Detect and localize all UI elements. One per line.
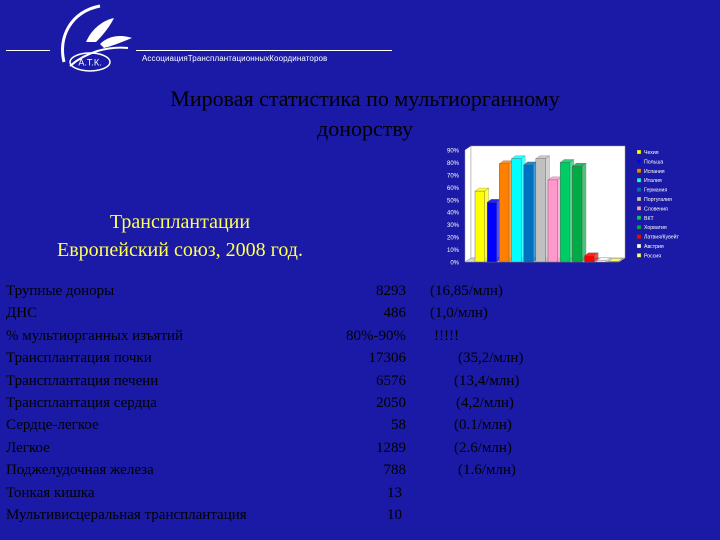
- legend-label: Латвия/Кувейт: [644, 234, 679, 241]
- stat-label: Тонкая кишка: [6, 484, 95, 501]
- stat-rate: (35,2/млн): [458, 350, 524, 367]
- stats-row: [6, 437, 566, 459]
- bar: [560, 162, 570, 262]
- legend-label: Германия: [644, 187, 668, 194]
- y-tick-label: 40%: [446, 210, 459, 217]
- logo-text: А.Т.К.: [78, 57, 102, 68]
- y-tick-label: 30%: [446, 223, 459, 230]
- stat-label: Мультивисцеральная трансплантация: [6, 506, 247, 523]
- stat-label: Трансплантация сердца: [6, 394, 157, 411]
- stat-label: % мультиорганных изъятий: [6, 327, 184, 344]
- logo: [56, 2, 146, 74]
- bar-side: [582, 163, 586, 262]
- stats-row: [6, 504, 566, 526]
- legend-swatch: [637, 178, 641, 182]
- stats-row: [6, 347, 566, 369]
- legend-label: Чехия: [644, 150, 659, 156]
- stat-value: 80%-90%: [346, 327, 406, 344]
- header-line-left: [6, 50, 50, 51]
- legend-label: Словения: [644, 206, 668, 213]
- stat-rate: !!!!!: [434, 327, 459, 344]
- stat-rate: (0.1/млн): [454, 417, 512, 434]
- bar: [585, 256, 595, 262]
- legend-swatch: [637, 206, 641, 210]
- stat-value: 6576: [376, 372, 406, 389]
- y-tick-label: 10%: [446, 248, 459, 255]
- y-tick-label: 50%: [446, 198, 459, 205]
- association-name: АссоциацияТрансплантационныхКоординаторов: [142, 54, 328, 63]
- stats-row: [6, 280, 566, 302]
- bar: [487, 202, 497, 262]
- bar: [524, 165, 534, 262]
- subtitle: [30, 208, 330, 264]
- legend-swatch: [637, 253, 641, 257]
- legend-swatch: [637, 150, 641, 154]
- stat-label: Сердце-легкое: [6, 417, 99, 434]
- legend-swatch: [637, 225, 641, 229]
- legend-swatch: [637, 169, 641, 173]
- stat-rate: (1.6/млн): [458, 462, 516, 479]
- stat-label: Трансплантация печени: [6, 372, 159, 389]
- bar-chart: [415, 140, 720, 270]
- legend-swatch: [637, 159, 641, 163]
- stats-row: [6, 325, 566, 347]
- stat-rate: (2.6/млн): [454, 439, 512, 456]
- y-tick-label: 20%: [446, 235, 459, 242]
- legend-label: Россия: [644, 253, 662, 260]
- stat-label: Легкое: [6, 439, 50, 456]
- bar: [548, 180, 558, 262]
- legend-label: Хорватия: [644, 225, 667, 232]
- y-tick-label: 60%: [446, 185, 459, 192]
- title-line-1: Мировая статистика по мультиорганному: [170, 86, 560, 111]
- stat-label: Трупные доноры: [6, 283, 115, 299]
- chart-side-wall: [465, 146, 471, 262]
- bar: [536, 159, 546, 262]
- legend-swatch: [637, 216, 641, 220]
- legend-swatch: [637, 235, 641, 239]
- page-title: [40, 84, 690, 144]
- bar: [597, 261, 607, 262]
- bar-chart-svg: [415, 140, 720, 270]
- stat-rate: (1,0/млн): [430, 305, 488, 322]
- legend-swatch: [637, 188, 641, 192]
- bar: [475, 191, 485, 262]
- bar: [512, 159, 522, 262]
- stats-row: [6, 459, 566, 481]
- y-tick-label: 70%: [446, 173, 459, 180]
- legend-label: ВКТ: [644, 215, 654, 222]
- legend-label: Италия: [644, 178, 662, 185]
- stat-value: 8293: [376, 283, 406, 299]
- stat-value: 486: [383, 305, 406, 322]
- bar: [499, 164, 509, 262]
- legend-swatch: [637, 244, 641, 248]
- legend-label: Португалия: [644, 197, 672, 203]
- stat-label: ДНС: [6, 305, 38, 322]
- stat-value: 1289: [376, 439, 406, 456]
- subtitle-line-1: Трансплантации: [109, 211, 251, 233]
- bar: [572, 166, 582, 262]
- y-tick-label: 80%: [446, 160, 459, 167]
- legend-swatch: [637, 197, 641, 201]
- stat-rate: (16,85/млн): [430, 283, 503, 299]
- y-tick-label: 90%: [446, 148, 459, 155]
- stats-row: [6, 392, 566, 414]
- stat-label: Трансплантация почки: [6, 350, 152, 367]
- stat-value: 17306: [368, 350, 406, 367]
- stats-row: [6, 370, 566, 392]
- stats-row: [6, 414, 566, 436]
- legend-label: Австрия: [644, 244, 664, 250]
- stat-value: 2050: [376, 394, 406, 411]
- stats-row: [6, 302, 566, 324]
- stat-rate: (4,2/млн): [456, 394, 514, 411]
- legend-label: Польша: [644, 159, 664, 166]
- stats-list: [6, 280, 566, 526]
- stats-row: [6, 482, 566, 504]
- stat-value: 58: [391, 417, 406, 434]
- stat-value: 10: [387, 506, 402, 523]
- stat-rate: (13,4/млн): [454, 372, 520, 389]
- header-line-right: [136, 50, 392, 51]
- stat-value: 13: [387, 484, 402, 501]
- subtitle-line-2: Европейский союз, 2008 год.: [57, 239, 303, 261]
- stat-value: 788: [383, 462, 406, 479]
- title-line-2: донорству: [317, 116, 413, 141]
- y-tick-label: 0%: [450, 260, 459, 267]
- legend-label: Испания: [644, 168, 665, 175]
- stat-label: Поджелудочная железа: [6, 462, 154, 479]
